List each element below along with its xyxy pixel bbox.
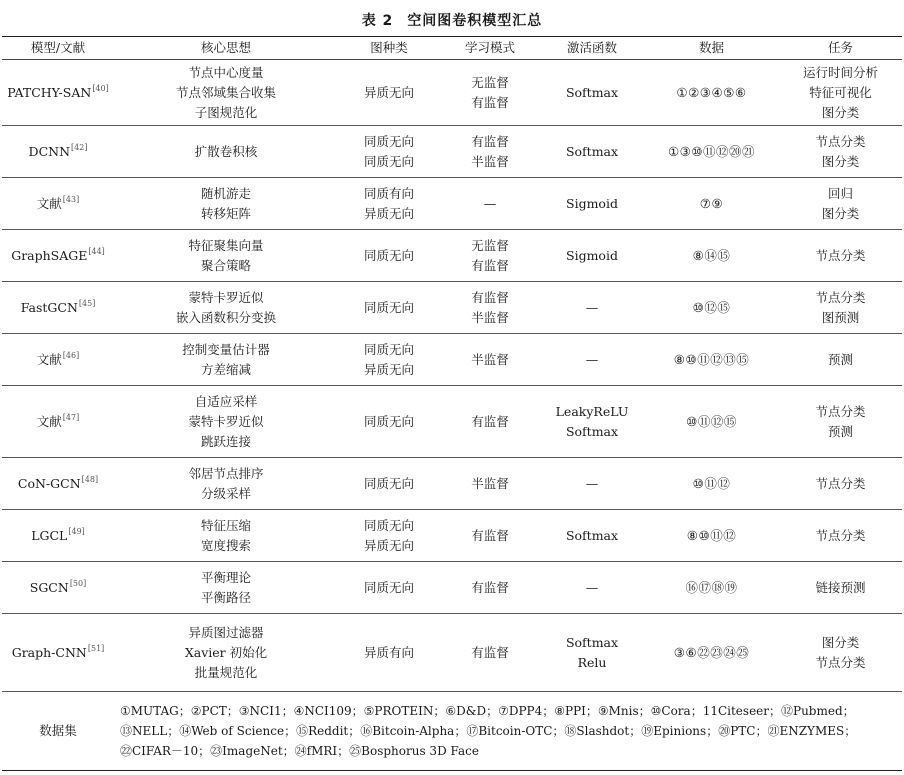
task-cell-line: 节点分类 [815,475,866,491]
task-cell [779,126,902,178]
learning-mode-cell [440,614,540,692]
graph-type-cell [338,60,440,126]
graph-type-cell [338,282,440,334]
idea-cell-line: 平衡理论 [200,569,251,585]
model-cell [2,126,114,178]
task-cell [779,510,902,562]
table-body [2,60,902,692]
reference-mark: [40] [92,84,109,94]
data-cell-text: ⑯⑰⑱⑲ [685,579,738,595]
task-cell [779,386,902,458]
task-cell-line: 特征可视化 [809,84,872,100]
idea-cell-line: 子图规范化 [194,104,258,120]
idea-cell [114,458,338,510]
idea-cell-line: 批量规范化 [194,664,258,680]
learning-mode-cell [440,282,540,334]
dataset-row [2,692,902,771]
idea-cell-line: 特征压缩 [200,517,251,533]
idea-cell-line: 跳跃连接 [200,433,251,449]
activation-cell-line: — [585,351,599,367]
learning-mode-cell [440,386,540,458]
task-cell [779,282,902,334]
activation-cell-line: — [585,579,599,595]
graph-type-cell [338,178,440,230]
idea-cell [114,178,338,230]
table-row [2,562,902,614]
idea-cell [114,282,338,334]
dataset-section [2,692,902,771]
data-cell-text: ⑧⑭⑮ [692,247,731,263]
model-name: 文献 [36,413,62,429]
data-cell [644,178,779,230]
idea-cell [114,386,338,458]
data-cell [644,126,779,178]
task-cell-line: 回归 [827,185,853,201]
task-cell-line: 链接预测 [815,579,866,595]
reference-mark: [50] [69,579,87,589]
model-name: 文献 [36,195,62,211]
learning-mode-cell [440,230,540,282]
table-row [2,458,902,510]
learning-mode-cell-line: 半监督 [471,309,509,325]
idea-cell-line: 节点邻域集合收集 [175,84,276,100]
header-row [2,37,902,60]
model-cell [2,386,114,458]
idea-cell-line: 宽度搜索 [200,537,251,553]
learning-mode-cell-line: 有监督 [471,133,509,149]
activation-cell [540,178,644,230]
header-model: 模型/文献 [2,37,114,60]
task-cell [779,334,902,386]
task-cell-line: 预测 [827,351,853,367]
activation-cell [540,458,644,510]
task-cell-line: 预测 [827,423,853,439]
data-cell-text: ⑩⑫⑮ [692,299,731,315]
task-cell-line: 节点分类 [815,247,866,263]
model-name: 文献 [36,351,62,367]
reference-mark: [47] [62,413,80,423]
task-cell-line: 节点分类 [815,527,866,543]
learning-mode-cell [440,178,540,230]
task-cell [779,230,902,282]
data-cell [644,334,779,386]
reference-mark: [42] [71,143,88,153]
dataset-line: ㉒CIFAR－10；㉓ImageNet；㉔fMRI；㉕Bosphorus 3D Face [120,744,479,758]
activation-cell [540,126,644,178]
idea-cell-line: 分级采样 [200,485,251,501]
activation-cell [540,282,644,334]
graph-type-cell-line: 异质无向 [363,205,414,221]
task-cell-line: 图分类 [821,634,860,650]
header-task: 任务 [779,37,902,60]
learning-mode-cell-line: — [483,195,497,211]
table-row [2,178,902,230]
idea-cell-line: 平衡路径 [200,589,251,605]
model-cell [2,230,114,282]
idea-cell-line: 转移矩阵 [200,205,251,221]
activation-cell [540,562,644,614]
activation-cell [540,334,644,386]
learning-mode-cell-line: 有监督 [471,579,509,595]
model-summary-table [2,36,902,771]
data-cell-text: ⑧⑩⑪⑫⑬⑮ [673,351,750,367]
learning-mode-cell-line: 有监督 [471,257,509,273]
learning-mode-cell [440,60,540,126]
graph-type-cell-line: 异质有向 [363,644,414,660]
graph-type-cell-line: 同质无向 [363,341,414,357]
task-cell-line: 节点分类 [815,133,866,149]
data-cell-text: ③⑥㉒㉓㉔㉕ [673,644,750,660]
idea-cell-line: Xavier 初始化 [184,644,268,660]
activation-cell-line: Softmax [565,84,619,100]
learning-mode-cell-line: 半监督 [471,475,509,491]
task-cell [779,614,902,692]
activation-cell-line: LeakyReLU [555,403,629,419]
model-name: FastGCN [20,299,78,315]
model-cell [2,334,114,386]
idea-cell-line: 自适应采样 [194,393,258,409]
model-name: Graph-CNN [11,644,87,660]
learning-mode-cell-line: 有监督 [471,289,509,305]
learning-mode-cell-line: 有监督 [471,644,509,660]
data-cell-text: ⑩⑪⑫⑮ [686,413,737,429]
task-cell-line: 运行时间分析 [802,64,878,80]
activation-cell-line: Relu [577,654,607,670]
graph-type-cell [338,386,440,458]
data-cell [644,562,779,614]
table-row [2,334,902,386]
idea-cell-line: 邻居节点排序 [188,465,264,481]
graph-type-cell-line: 同质无向 [363,517,414,533]
data-cell [644,386,779,458]
idea-cell-line: 特征聚集向量 [188,237,264,253]
dataset-label: 数据集 [2,692,114,771]
header-learning-mode: 学习模式 [440,37,540,60]
activation-cell-line: Softmax [565,527,619,543]
model-name: DCNN [28,143,71,159]
task-cell-line: 图分类 [821,205,860,221]
model-name: LGCL [31,527,68,543]
reference-mark: [51] [87,644,105,654]
header-idea: 核心思想 [114,37,338,60]
learning-mode-cell-line: 有监督 [471,527,509,543]
graph-type-cell-line: 异质无向 [363,361,414,377]
activation-cell-line: Sigmoid [566,195,618,211]
model-cell [2,562,114,614]
idea-cell [114,562,338,614]
task-cell-line: 图预测 [821,309,860,325]
model-cell [2,282,114,334]
learning-mode-cell-line: 有监督 [471,94,509,110]
table-row [2,282,902,334]
data-cell-text: ⑧⑩⑪⑫ [686,527,737,543]
learning-mode-cell-line: 无监督 [471,74,509,90]
model-cell [2,178,114,230]
table-row [2,386,902,458]
model-cell [2,614,114,692]
reference-mark: [43] [62,195,80,205]
idea-cell-line: 方差缩减 [200,361,251,377]
activation-cell [540,510,644,562]
table-caption [0,10,904,30]
idea-cell [114,126,338,178]
reference-mark: [44] [88,247,105,257]
task-cell-line: 图分类 [821,104,860,120]
graph-type-cell [338,614,440,692]
idea-cell-line: 嵌入函数积分变换 [175,309,276,325]
graph-type-cell [338,458,440,510]
idea-cell-line: 聚合策略 [200,257,251,273]
reference-mark: [45] [78,299,96,309]
data-cell [644,458,779,510]
idea-cell-line: 蒙特卡罗近似 [188,413,264,429]
data-cell [644,614,779,692]
model-cell [2,458,114,510]
activation-cell [540,230,644,282]
graph-type-cell-line: 同质有向 [363,185,414,201]
graph-type-cell-line: 同质无向 [363,413,414,429]
graph-type-cell [338,230,440,282]
learning-mode-cell-line: 有监督 [471,413,509,429]
data-cell-text: ①②③④⑤⑥ [676,84,747,100]
task-cell-line: 节点分类 [815,289,866,305]
learning-mode-cell [440,458,540,510]
task-cell-line: 图分类 [821,153,860,169]
activation-cell-line: — [585,475,599,491]
graph-type-cell [338,562,440,614]
activation-cell-line: Softmax [565,634,619,650]
model-name: SGCN [29,579,69,595]
table-row [2,60,902,126]
learning-mode-cell-line: 无监督 [471,237,509,253]
graph-type-cell-line: 同质无向 [363,579,414,595]
activation-cell-line: — [585,299,599,315]
model-cell [2,60,114,126]
graph-type-cell-line: 同质无向 [363,475,414,491]
data-cell-text: ⑩⑪⑫ [692,475,731,491]
model-name: GraphSAGE [11,247,88,263]
idea-cell-line: 随机游走 [200,185,251,201]
activation-cell [540,60,644,126]
data-cell-text: ⑦⑨ [699,195,724,211]
graph-type-cell-line: 同质无向 [363,299,414,315]
activation-cell-line: Softmax [565,423,619,439]
learning-mode-cell [440,126,540,178]
reference-mark: [49] [68,527,85,537]
graph-type-cell-line: 异质无向 [363,84,414,100]
model-name: CoN-GCN [17,475,81,491]
activation-cell-line: Softmax [565,143,619,159]
graph-type-cell-line: 同质无向 [363,133,414,149]
header-graph-type: 图种类 [338,37,440,60]
learning-mode-cell [440,334,540,386]
data-cell [644,510,779,562]
graph-type-cell-line: 同质无向 [363,247,414,263]
idea-cell [114,60,338,126]
idea-cell [114,614,338,692]
graph-type-cell [338,510,440,562]
model-name: PATCHY-SAN [7,84,92,100]
dataset-line: ⑬NELL；⑭Web of Science；⑮Reddit；⑯Bitcoin-Alpha；⑰Bitcoin-OTC；⑱Slashdot；⑲Epinions；⑳PTC；㉑ENZYMES； [120,724,857,738]
table-row [2,126,902,178]
learning-mode-cell-line: 半监督 [471,153,509,169]
graph-type-cell-line: 同质无向 [363,153,414,169]
table-number: 表 2 [361,13,394,29]
learning-mode-cell-line: 半监督 [471,351,509,367]
data-cell [644,60,779,126]
model-cell [2,510,114,562]
reference-mark: [48] [81,475,99,485]
activation-cell-line: Sigmoid [566,247,618,263]
dataset-list [114,692,902,771]
task-cell [779,178,902,230]
task-cell [779,458,902,510]
task-cell-line: 节点分类 [815,403,866,419]
idea-cell-line: 节点中心度量 [188,64,264,80]
header-data: 数据 [644,37,779,60]
activation-cell [540,614,644,692]
data-cell-text: ①③⑩⑪⑫⑳㉑ [667,143,756,159]
idea-cell-line: 异质图过滤器 [188,624,264,640]
learning-mode-cell [440,510,540,562]
header-activation: 激活函数 [540,37,644,60]
idea-cell-line: 控制变量估计器 [182,341,270,357]
dataset-line: ①MUTAG；②PCT；③NCI1；④NCI109；⑤PROTEIN；⑥D&D；⑦DPP4；⑧PPI；⑨Mnis；⑩Cora；11Citeseer；⑫Pubmed； [120,704,855,718]
task-cell-line: 节点分类 [815,654,866,670]
idea-cell [114,230,338,282]
table-row [2,230,902,282]
idea-cell [114,510,338,562]
graph-type-cell-line: 异质无向 [363,537,414,553]
activation-cell [540,386,644,458]
idea-cell-line: 扩散卷积核 [194,143,258,159]
learning-mode-cell [440,562,540,614]
graph-type-cell [338,334,440,386]
idea-cell [114,334,338,386]
idea-cell-line: 蒙特卡罗近似 [188,289,264,305]
table-title: 空间图卷积模型汇总 [407,13,543,29]
task-cell [779,60,902,126]
graph-type-cell [338,126,440,178]
table-row [2,510,902,562]
data-cell [644,282,779,334]
data-cell [644,230,779,282]
task-cell [779,562,902,614]
table-row [2,614,902,692]
reference-mark: [46] [62,351,80,361]
